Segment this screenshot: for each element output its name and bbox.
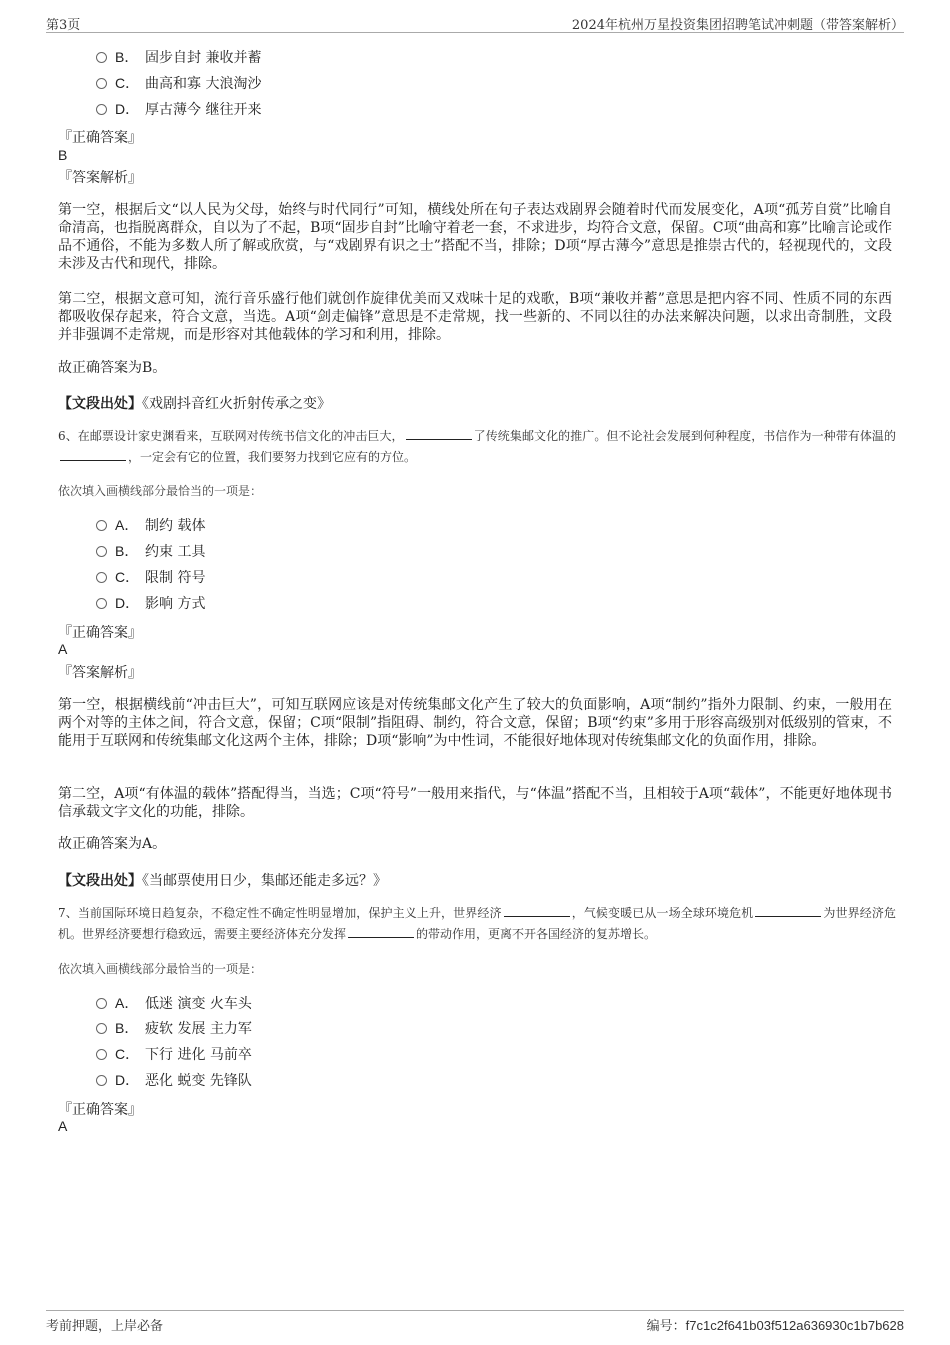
answer-value: A xyxy=(58,1118,68,1134)
page-number: 第3页 xyxy=(46,18,81,33)
q7-option-a[interactable]: A． 低迷 演变 火车头 xyxy=(96,993,252,1013)
radio-icon[interactable] xyxy=(96,520,107,531)
q5-option-d[interactable]: D． 厚古薄今 继往开来 xyxy=(96,99,261,119)
radio-icon[interactable] xyxy=(96,104,107,115)
q6-option-c[interactable]: C． 限制 符号 xyxy=(96,567,205,587)
radio-icon[interactable] xyxy=(96,598,107,609)
question-prompt: 依次填入画横线部分最恰当的一项是： xyxy=(58,484,263,498)
answer-value: A xyxy=(58,641,68,657)
answer-label: 『正确答案』 xyxy=(58,130,142,146)
document-title: 2024年杭州万星投资集团招聘笔试冲刺题（带答案解析） xyxy=(571,18,904,33)
footer-slogan: 考前押题，上岸必备 xyxy=(46,1319,164,1334)
answer-label: 『正确答案』 xyxy=(58,625,142,641)
radio-icon[interactable] xyxy=(96,572,107,583)
analysis-paragraph: 第二空，根据文意可知，流行音乐盛行他们就创作旋律优美而又戏味十足的戏歌，B项“兼收并蓄”意思是把内容不同、性质不同的东西都吸收保存起来，符合文意，当选。A项“剑走偏锋”意思是不走常规，找一些新的、不同以往的办法来解决问题，以求出奇制胜，文段并非强调不走常规，而是形容对其他载体的学习和利用，排除。 xyxy=(58,291,892,343)
source-citation: 【文段出处】《戏剧抖音红火折射传承之变》 xyxy=(58,396,331,412)
page-header xyxy=(46,10,904,33)
blank xyxy=(348,924,414,938)
question-7-stem: 7、当前国际环境日趋复杂，不稳定性不确定性明显增加，保护主义上升，世界经济 ，气候变暖已从一场全球环境危机 为世界经济危机。世界经济要想行稳致远，需要主要经济体充分发挥 的带动作用，更离不开各国经济的复苏增长。 xyxy=(58,903,896,945)
radio-icon[interactable] xyxy=(96,1023,107,1034)
page-footer xyxy=(46,1310,904,1335)
analysis-paragraph: 第一空，根据后文“以人民为父母，始终与时代同行”可知，横线处所在句子表达戏剧界会随着时代而发展变化，A项“孤芳自赏”比喻自命清高，也指脱离群众，自以为了不起，B项“固步自封”比喻守着老一套，不求进步，均符合文意，保留。C项“曲高和寡”比喻言论或作品不通俗，不能为多数人所了解或欣赏，与“戏剧界有识之士”搭配不当，排除；D项“厚古薄今”意思是推崇古代的，轻视现代的，文段未涉及古代和现代，排除。 xyxy=(58,202,892,272)
analysis-paragraph: 第一空，根据横线前“冲击巨大”，可知互联网应该是对传统集邮文化产生了较大的负面影响，A项“制约”指外力限制、约束，一般用在两个对等的主体之间，符合文意，保留；C项“限制”指阻碍、制约，符合文意，保留；B项“约束”多用于形容高级别对低级别的管束，不能用于互联网和传统集邮文化这两个主体，排除；D项“影响”为中性词，不能很好地体现对传统集邮文化的负面作用，排除。 xyxy=(58,697,892,749)
q7-option-c[interactable]: C． 下行 进化 马前卒 xyxy=(96,1044,252,1064)
source-citation: 【文段出处】《当邮票使用日少，集邮还能走多远？》 xyxy=(58,873,387,889)
answer-label: 『正确答案』 xyxy=(58,1102,142,1118)
q7-option-d[interactable]: D． 恶化 蜕变 先锋队 xyxy=(96,1070,252,1090)
radio-icon[interactable] xyxy=(96,998,107,1009)
conclusion: 故正确答案为B。 xyxy=(58,360,167,376)
radio-icon[interactable] xyxy=(96,546,107,557)
answer-value: B xyxy=(58,147,68,163)
blank xyxy=(504,903,570,917)
analysis-label: 『答案解析』 xyxy=(58,170,142,186)
blank xyxy=(755,903,821,917)
radio-icon[interactable] xyxy=(96,1049,107,1060)
q6-option-a[interactable]: A． 制约 载体 xyxy=(96,515,205,535)
question-prompt: 依次填入画横线部分最恰当的一项是： xyxy=(58,962,263,976)
blank xyxy=(406,426,472,440)
analysis-label: 『答案解析』 xyxy=(58,665,142,681)
q6-option-b[interactable]: B． 约束 工具 xyxy=(96,541,205,561)
q5-option-b[interactable]: B． 固步自封 兼收并蓄 xyxy=(96,47,261,67)
radio-icon[interactable] xyxy=(96,52,107,63)
blank xyxy=(60,447,126,461)
q7-option-b[interactable]: B． 疲软 发展 主力军 xyxy=(96,1018,252,1038)
question-6-stem: 6、在邮票设计家史渊看来，互联网对传统书信文化的冲击巨大， 了传统集邮文化的推广。但不论社会发展到何种程度，书信作为一种带有体温的，一定会有它的位置，我们要努力找到它应有的方位。 xyxy=(58,426,896,468)
analysis-paragraph: 第二空，A项“有体温的载体”搭配得当，当选；C项“符号”一般用来指代，与“体温”搭配不当，且相较于A项“载体”，不能更好地体现书信承载文字文化的功能，排除。 xyxy=(58,786,892,820)
document-code: 编号：f7c1c2f641b03f512a636930c1b7b628 xyxy=(646,1318,904,1334)
q5-option-c[interactable]: C． 曲高和寡 大浪淘沙 xyxy=(96,73,261,93)
conclusion: 故正确答案为A。 xyxy=(58,836,167,852)
q6-option-d[interactable]: D． 影响 方式 xyxy=(96,593,205,613)
radio-icon[interactable] xyxy=(96,78,107,89)
radio-icon[interactable] xyxy=(96,1075,107,1086)
